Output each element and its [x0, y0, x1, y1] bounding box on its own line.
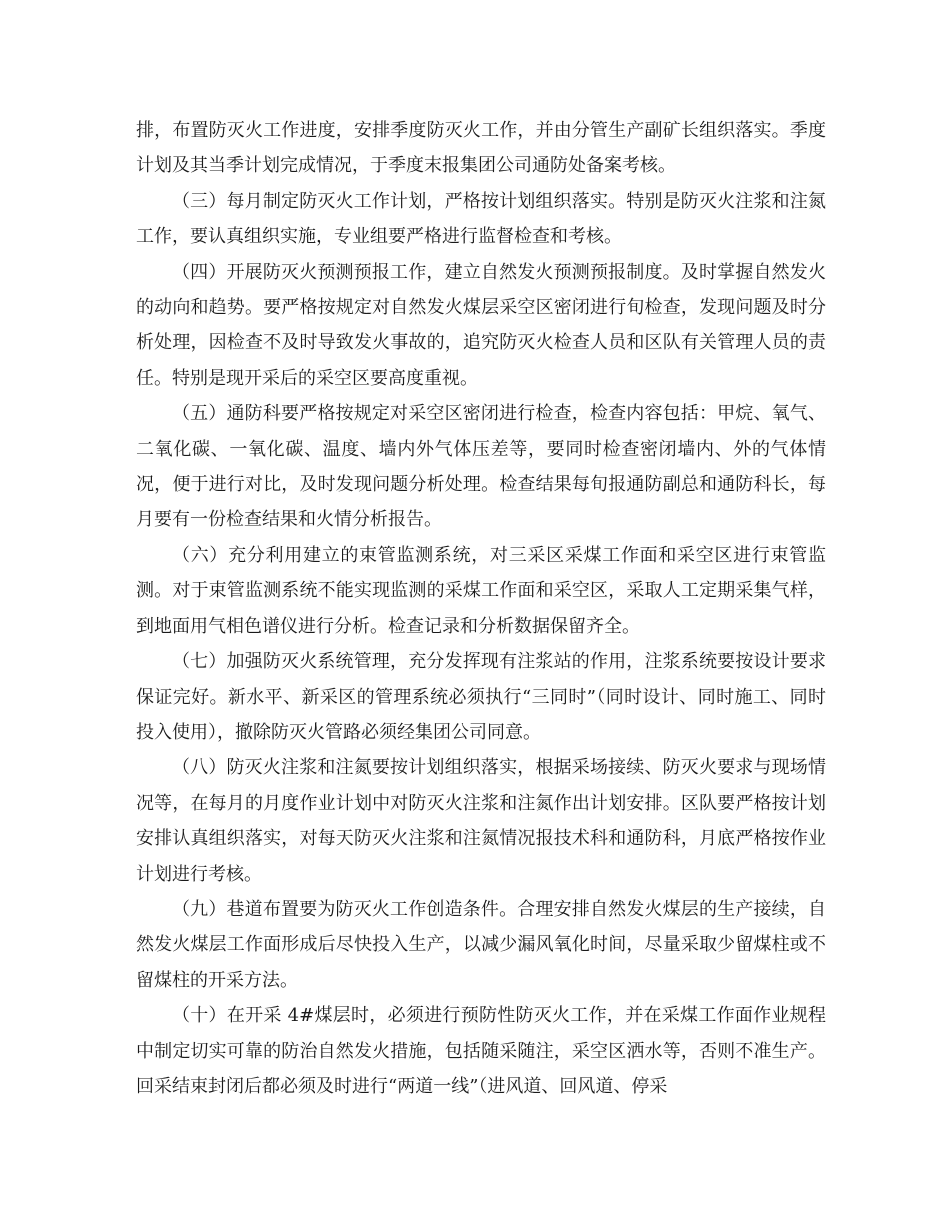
paragraph-3: （三）每月制定防灭火工作计划，严格按计划组织落实。特别是防灭火注浆和注氮工作，要认真组织实施，专业组要严格进行监督检查和考核。	[136, 190, 826, 248]
paragraph-continued: 排，布置防灭火工作进度，安排季度防灭火工作，并由分管生产副矿长组织落实。季度计划及其当季计划完成情况，于季度末报集团公司通防处备案考核。	[136, 120, 826, 177]
paragraph-10: （十）在开采 4#煤层时，必须进行预防性防灭火工作，并在采煤工作面作业规程中制定切实可靠的防治自然发火措施，包括随采随注，采空区洒水等，否则不准生产。回采结束封闭后都必须及时进行“两道一线”（进风道、回风道、停采	[136, 1005, 826, 1097]
paragraph-7: （七）加强防灭火系统管理，充分发挥现有注浆站的作用，注浆系统要按设计要求保证完好。新水平、新采区的管理系统必须执行“三同时”（同时设计、同时施工、同时投入使用），撤除防灭火管路必须经集团公司同意。	[136, 651, 826, 743]
paragraph-6: （六）充分利用建立的束管监测系统，对三采区采煤工作面和采空区进行束管监测。对于束管监测系统不能实现监测的采煤工作面和采空区，采取人工定期采集气样，到地面用气相色谱仪进行分析。检查记录和分析数据保留齐全。	[136, 544, 826, 637]
paragraph-5: （五）通防科要严格按规定对采空区密闭进行检查，检查内容包括：甲烷、氧气、二氧化碳、一氧化碳、温度、墙内外气体压差等，要同时检查密闭墙内、外的气体情况，便于进行对比，及时发现问题分析处理。检查结果每旬报通防副总和通防科长，每月要有一份检查结果和火情分析报告。	[136, 403, 826, 531]
paragraph-9: （九）巷道布置要为防灭火工作创造条件。合理安排自然发火煤层的生产接续，自然发火煤层工作面形成后尽快投入生产，以减少漏风氧化时间，尽量采取少留煤柱或不留煤柱的开采方法。	[136, 898, 826, 991]
paragraph-4: （四）开展防灭火预测预报工作，建立自然发火预测预报制度。及时掌握自然发火的动向和趋势。要严格按规定对自然发火煤层采空区密闭进行旬检查，发现问题及时分析处理，因检查不及时导致发火事故的，追究防灭火检查人员和区队有关管理人员的责任。特别是现开采后的采空区要高度重视。	[136, 261, 826, 389]
document-body	[136, 113, 826, 1104]
paragraph-8: （八）防灭火注浆和注氮要按计划组织落实，根据采场接续、防灭火要求与现场情况等，在每月的月度作业计划中对防灭火注浆和注氮作出计划安排。区队要严格按计划安排认真组织落实，对每天防灭火注浆和注氮情况报技术科和通防科，月底严格按作业计划进行考核。	[136, 757, 826, 885]
